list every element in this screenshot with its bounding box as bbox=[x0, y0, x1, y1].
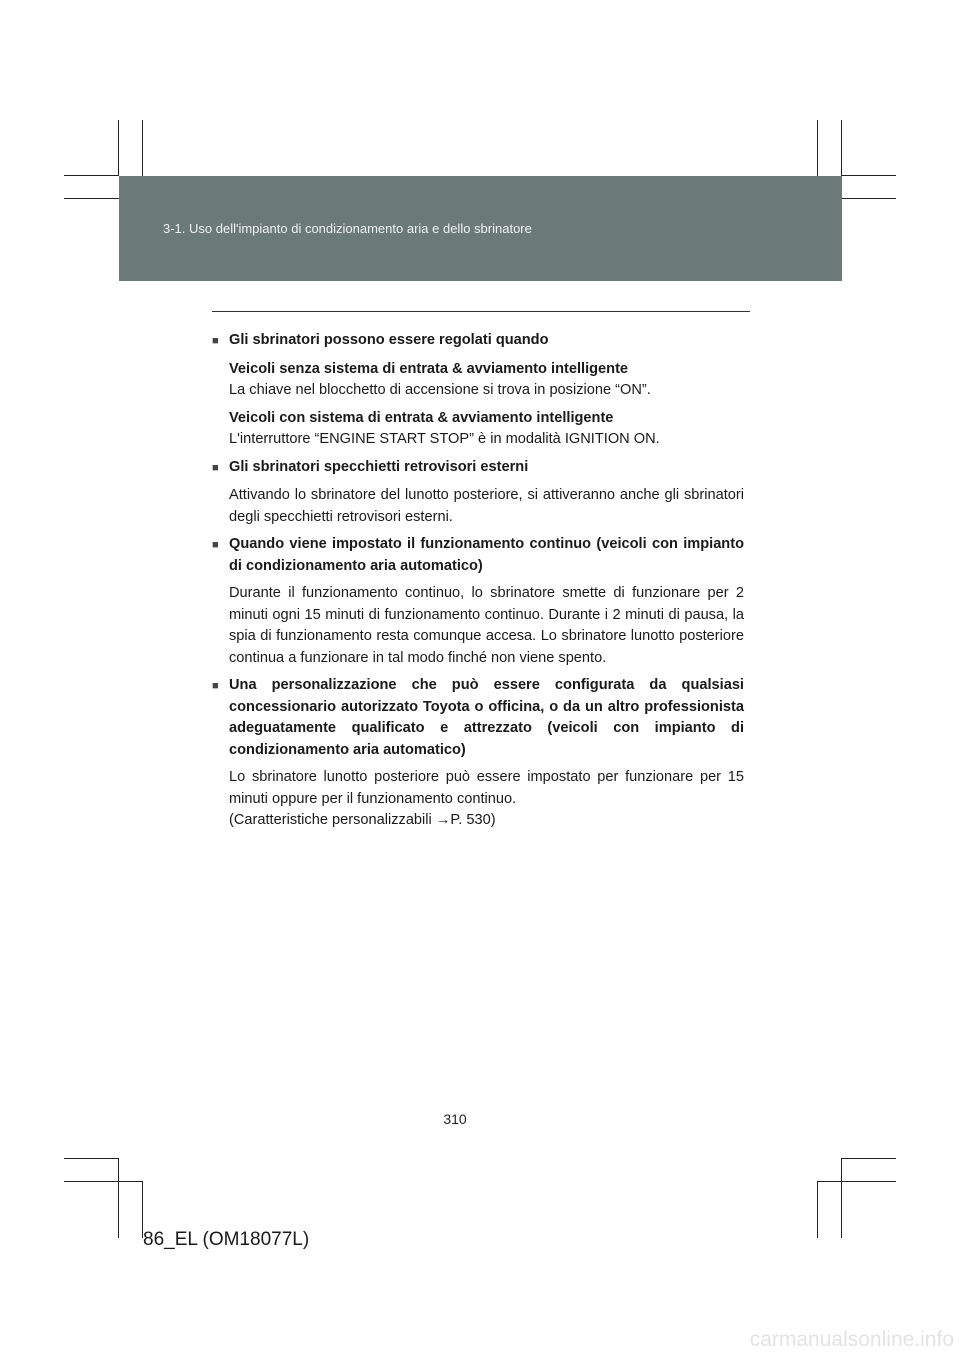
item-heading bbox=[212, 675, 744, 761]
item-heading-text: Quando viene impostato il funzionamento continuo (veicoli con impianto di condizionamento aria automatico) bbox=[229, 536, 744, 574]
item-body bbox=[212, 485, 744, 528]
item-heading-text: Una personalizzazione che può essere configurata da qualsiasi concessionario autorizzato Toyota o officina, o da un altro professionista adeguatamente qualificato e attrezzato (veicoli con impianto di condizionamento aria automatico) bbox=[229, 677, 744, 758]
item-body bbox=[212, 767, 744, 832]
square-bullet-icon: ■ bbox=[212, 461, 219, 474]
list-item bbox=[212, 534, 744, 669]
item-heading bbox=[212, 534, 744, 577]
crop-mark bbox=[841, 1158, 842, 1238]
crop-mark bbox=[841, 120, 842, 176]
page-number: 310 bbox=[443, 1111, 467, 1127]
crop-mark bbox=[817, 1181, 896, 1182]
item-heading-text: Gli sbrinatori possono essere regolati quando bbox=[229, 332, 549, 348]
section-title: 3-1. Uso dell'impianto di condizionamento aria e dello sbrinatore bbox=[163, 221, 532, 236]
list-item bbox=[212, 457, 744, 529]
paragraph-text: Attivando lo sbrinatore del lunotto posteriore, si attiveranno anche gli sbrinatori degli specchietti retrovisori esterni. bbox=[229, 487, 744, 525]
paragraph-text: Lo sbrinatore lunotto posteriore può essere impostato per funzionare per 15 minuti oppure per il funzionamento continuo. bbox=[229, 769, 744, 807]
item-heading bbox=[212, 457, 744, 480]
paragraph bbox=[229, 359, 744, 402]
watermark: carmanualsonline.info bbox=[749, 1328, 954, 1351]
square-bullet-icon: ■ bbox=[212, 539, 219, 551]
paragraph bbox=[229, 408, 744, 451]
subheading: Veicoli con sistema di entrata & avviamento intelligente bbox=[229, 409, 614, 426]
crop-mark bbox=[64, 1158, 119, 1159]
crop-mark bbox=[64, 198, 119, 199]
crop-mark bbox=[817, 1181, 818, 1238]
list-item bbox=[212, 330, 744, 451]
square-bullet-icon: ■ bbox=[212, 335, 219, 347]
crop-mark bbox=[118, 1158, 119, 1238]
crop-mark bbox=[842, 175, 896, 176]
paragraph bbox=[229, 767, 744, 832]
item-body bbox=[212, 583, 744, 669]
crop-mark bbox=[64, 175, 119, 176]
item-heading-text: Gli sbrinatori specchietti retrovisori esterni bbox=[229, 458, 529, 475]
subheading: Veicoli senza sistema di entrata & avviamento intelligente bbox=[229, 360, 629, 377]
paragraph-text: La chiave nel blocchetto di accensione si trova in posizione “ON”. bbox=[229, 382, 651, 398]
item-heading bbox=[212, 330, 744, 353]
crop-mark bbox=[842, 198, 896, 199]
crop-mark bbox=[64, 1181, 143, 1182]
crop-mark bbox=[817, 120, 818, 176]
list-item bbox=[212, 675, 744, 832]
square-bullet-icon: ■ bbox=[212, 680, 219, 692]
paragraph-text: L'interruttore “ENGINE START STOP” è in modalità IGNITION ON. bbox=[229, 431, 660, 447]
paragraph-text: Durante il funzionamento continuo, lo sbrinatore smette di funzionare per 2 minuti ogni 15 minuti di funzionamento continuo. Durante i 2 minuti di pausa, la spia di funzionamento resta comunque accesa. Lo sbrinatore lunotto posteriore continua a funzionare in tal modo finché non viene spento. bbox=[229, 585, 744, 666]
item-body bbox=[212, 359, 744, 451]
cross-reference: (Caratteristiche personalizzabili →P. 530) bbox=[229, 812, 496, 828]
crop-mark bbox=[142, 120, 143, 176]
page-content bbox=[212, 330, 744, 838]
content-divider bbox=[212, 311, 750, 312]
crop-mark bbox=[841, 1158, 896, 1159]
crop-mark bbox=[118, 120, 119, 176]
document-code: 86_EL (OM18077L) bbox=[143, 1229, 310, 1250]
